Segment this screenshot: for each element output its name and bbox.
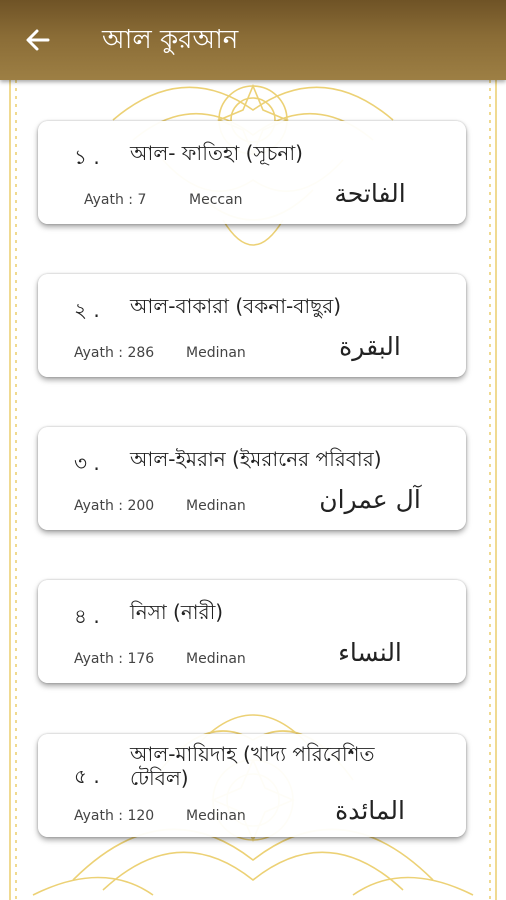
revelation-type: Medinan [186,808,246,824]
revelation-type: Meccan [189,192,243,208]
ayah-count: Ayath : 7 [84,192,147,208]
revelation-type: Medinan [186,651,246,667]
ayah-count: Ayath : 120 [74,808,155,824]
arabic-name: الفاتحة [334,179,406,208]
app-bar [0,0,506,80]
surah-name: নিসা (নারী) [130,600,224,624]
surah-card-4[interactable] [38,580,466,683]
arabic-name: آل عمران [319,485,421,514]
surah-number: ৫ . [74,764,100,788]
arabic-name: المائدة [335,796,405,825]
ayah-count: Ayath : 200 [74,498,155,514]
surah-name: আল-মায়িদাহ (খাদ্য পরিবেশিত টেবিল) [130,742,375,790]
arabic-name: البقرة [339,332,401,361]
surah-number: ২ . [74,298,100,322]
ayah-count: Ayath : 286 [74,345,155,361]
revelation-type: Medinan [186,345,246,361]
surah-name: আল-ইমরান (ইমরানের পরিবার) [130,447,382,471]
surah-name: আল-বাকারা (বকনা-বাছুর) [130,294,342,318]
arabic-name: النساء [338,638,402,667]
surah-list[interactable] [0,80,506,900]
surah-number: ৩ . [74,451,100,475]
page-title: আল কুরআন [102,25,239,55]
ayah-count: Ayath : 176 [74,651,155,667]
surah-name: আল- ফাতিহা (সূচনা) [130,141,303,165]
surah-number: ১ . [74,145,100,169]
surah-card-1[interactable] [38,121,466,224]
surah-card-2[interactable] [38,274,466,377]
revelation-type: Medinan [186,498,246,514]
arrow-left-icon [18,20,58,60]
surah-card-5[interactable] [38,734,466,837]
back-button[interactable] [18,20,58,60]
surah-number: ৪ . [74,604,100,628]
surah-card-3[interactable] [38,427,466,530]
